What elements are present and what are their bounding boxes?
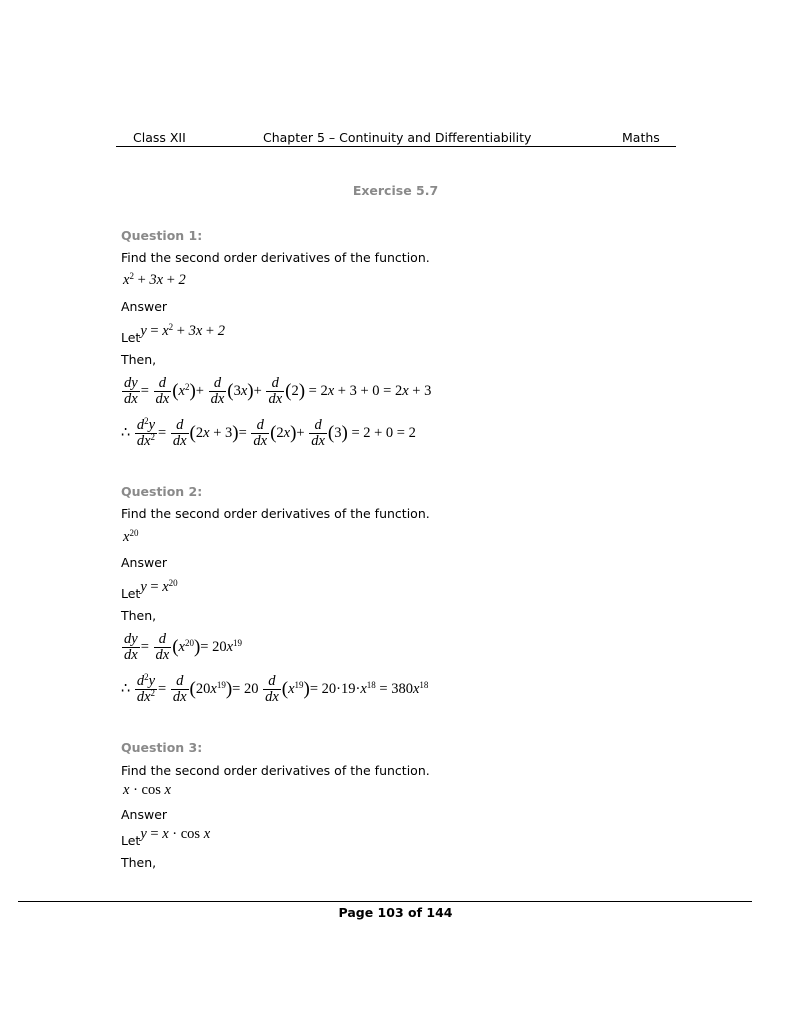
question-2-step-2: ∴ $\frac{d^2y}{dx^2}$ = $\frac{d}{dx}$ $(20x^{19})= 20$ $\frac{d}{dx}$ $(x^{19})= 20\cdot 19\cdot x^{18} = 380x^{18}$ — [121, 672, 429, 706]
question-2-prompt: Find the second order derivatives of the function. — [121, 506, 430, 521]
question-2-let-expr: $y = x^{20}$ — [140, 578, 178, 595]
question-1-answer-label: Answer — [121, 299, 168, 314]
question-3-then-label: Then, — [121, 855, 157, 870]
question-2-let-line — [121, 578, 178, 603]
question-2-step-1: $\frac{dy}{dx}$ = $\frac{d}{dx}$ $(x^{20})= 20x^{19}$ — [124, 631, 243, 664]
question-1-step-1: $\frac{dy}{dx}$ = $\frac{d}{dx}$ $(x^2)+$ $\frac{d}{dx}$ (3x)+ $\frac{d}{dx}$ (2) = 2x + 3 + 0 = 2x + 3 — [124, 375, 432, 408]
footer-rule — [18, 901, 752, 902]
question-3-heading: Question 3: — [121, 740, 203, 755]
question-1-let-expr: $y = x^2 + 3x + 2$ — [140, 322, 225, 339]
question-3-prompt: Find the second order derivatives of the function. — [121, 763, 430, 778]
header-class: Class XII — [133, 130, 186, 145]
question-1-heading: Question 1: — [121, 228, 203, 243]
question-1-function: $x^2 + 3x + 2$ — [123, 271, 186, 288]
question-3-let-label: Let — [121, 833, 141, 848]
header-rule — [116, 146, 676, 147]
question-2-function: $x^{20}$ — [123, 528, 139, 545]
question-1-prompt: Find the second order derivatives of the function. — [121, 250, 430, 265]
question-3-answer-label: Answer — [121, 807, 168, 822]
question-3-let-expr: y = x · cos x — [140, 826, 211, 842]
header-chapter: Chapter 5 – Continuity and Differentiability — [263, 130, 532, 145]
exercise-title: Exercise 5.7 — [352, 183, 439, 198]
page-number: Page 103 of 144 — [338, 905, 453, 920]
question-3-function: x · cos x — [123, 782, 171, 798]
question-3-let-line — [121, 826, 211, 850]
question-2-let-label: Let — [121, 586, 141, 601]
question-1-then-label: Then, — [121, 352, 157, 367]
question-1-let-line — [121, 322, 225, 347]
question-1-step-2: ∴ $\frac{d^2y}{dx^2}$ = $\frac{d}{dx}$ (2x + 3)= $\frac{d}{dx}$ (2x)+ $\frac{d}{dx}$ (3) = 2 + 0 = 2 — [121, 416, 416, 450]
header-subject: Maths — [622, 130, 660, 145]
question-1-let-label: Let — [121, 330, 141, 345]
question-2-answer-label: Answer — [121, 555, 168, 570]
question-2-heading: Question 2: — [121, 484, 203, 499]
question-2-then-label: Then, — [121, 608, 157, 623]
